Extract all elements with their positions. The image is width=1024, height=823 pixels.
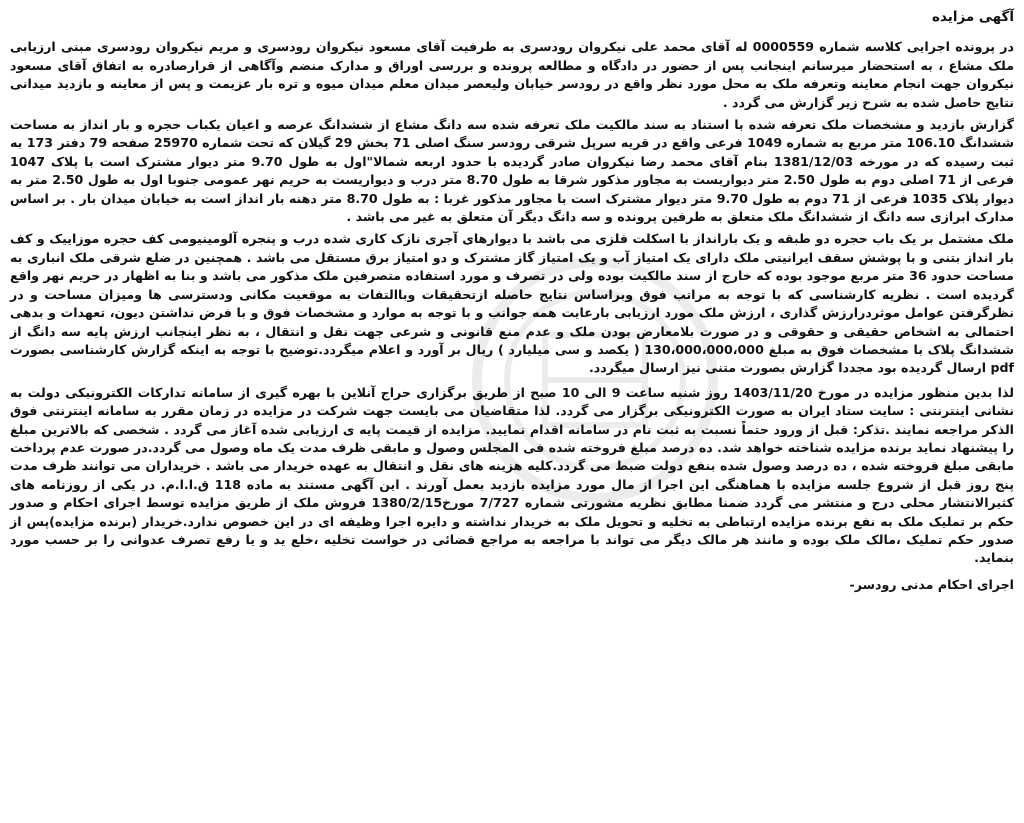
notice-title: آگهی مزایده: [932, 9, 1014, 25]
property-specifications-paragraph: گزارش بازدید و مشخصات ملک تعرفه شده با استناد به سند مالکیت ملک تعرفه شده سه دانگ مشاع از ششدانگ عرصه و اعیان یکباب حجره و بار انداز به مساحت ششدانگ 106.10 متر مربع به شماره 1049 فرعی واقع در قریه سرپل شرقی رودسر سنگ اصلی 71 بخش 29 گیلان که تحت شماره 25970 صفحه 79 دفتر 173 به ثبت رسیده که در مورخه 1381/12/03 بنام آقای محمد رضا نیکروان صادر گردیده با حدود اربعه شمالا"اول به طول 9.70 متر دیوار مشترک است با پلاک 1047 فرعی از 71 اصلی دوم به طول 2.50 متر دیواریست به مجاور مذکور شرقا به طول 8.70 متر درب و دیواریست به حریم نهر عمومی جنوبا اول به طول 2.50 متر به دیوار پلاک 1035 فرعی از 71 دوم به طول 9.70 متر دیوار مشترک است با مجاور مذکور غربا : به طول 8.70 متر دهنه بار انداز است به خیابان میدان بار . بر اساس مدارک ابرازی سه دانگ از ششدانگ ملک متعلق به طرفین پرونده و سه دانگ دیگر آن متعلق به غیر می باشد .: [10, 117, 1014, 225]
property-valuation-paragraph: ملک مشتمل بر یک باب حجره دو طبقه و یک بارانداز با اسکلت فلزی می باشد با دیوارهای آجری نازک کاری شده درب و پنجره آلومینیومی کف حجره موزاییک و کف بار انداز بتنی و با پوشش سقف ایرانیتی ملک دارای یک امتیاز آب و یک امتیاز گاز مشترک و دو امتیاز برق مستقل می باشد . همچنین در ضلع شرقی ملک انباری به مساحت حدود 36 متر مربع موجود بوده که خارج از سند مالکیت بوده ولی در تصرف و مورد استفاده متصرفین ملک مذکور می باشد و بنا به اظهار در حریم نهر واقع گردیده است . نظریه کارشناسی که با توجه به مراتب فوق وبراساس نتایج حاصله ازتحقیقات وباالتفات به موقعیت مکانی ودسترسی ها ومیزان مساحت و در نظرگرفتن عوامل موثردرارزش گذاری ، ارزش ملک مورد ارزیابی بارعایت همه جوانب و با توجه به موارد و مشخصات فوق و با فرض نداشتن دیون، تعهدات و بدهی احتمالی به اشخاص حقیقی و حقوقی و در صورت بلامعارض بودن ملک و عدم منع قانونی و شرعی جهت نقل و انتقال ، به نظر اینجانب ارزش پایه سه دانگ از ششدانگ پلاک با مشخصات فوق به مبلغ 130،000،000،000 ( یکصد و سی میلیارد ) ریال بر آورد و اعلام میگردد.توضیح با توجه به اینکه گزارش کارشناسی بصورت pdf ارسال گردیده بود مجددا گزارش بصورت متنی نیز ارسال میگردد.: [10, 231, 1014, 376]
issuer-signature: اجرای احکام مدنی رودسر-: [849, 576, 1014, 592]
intro-paragraph: در پرونده اجرایی کلاسه شماره 0000559 له آقای محمد علی نیکروان رودسری به طرفیت آقای مسعود نیکروان رودسری و مریم نیکروان رودسری مبنی ارزیابی ملک مشاع ، به استحضار میرسانم اینجانب پس از حضور در دادگاه و مطالعه پرونده و بررسی اوراق و مدارک منضم وآگاهی از قرارصادره به اتفاق آقای مسعود نیکروان جهت انجام معاینه وتعرفه ملک به محل مورد نظر واقع در رودسر خیابان ولیعصر میدان معلم میدان میوه و تره بار عزیمت و پس از معاینه و بازدید میدانی نتایج حاصل شده به شرح زیر گزارش می گردد .: [10, 39, 1014, 110]
auction-terms-paragraph: لذا بدین منظور مزایده در مورخ 1403/11/20 روز شنبه ساعت 9 الی 10 صبح از طریق برگزاری حراج آنلاین با بهره گیری از سامانه تدارکات الکترونیکی دولت به نشانی اینترنتی : سایت ستاد ایران به صورت الکترونیکی برگزار می گردد. لذا متقاضیان می بایست جهت شرکت در مزایده در زمان مقرر به سامانه اینترنتی فوق الذکر مراجعه نمایند .تذکر: قبل از ورود حتماً نسبت به ثبت نام در سامانه اقدام نمایید. مزایده از قیمت پایه ی ارزیابی شده آغاز می گردد . شخصی که بالاترین مبلغ را پیشنهاد نماید برنده مزایده شناخته خواهد شد. ده درصد مبلغ فروخته شده فی المجلس وصول و مابقی ظرف مدت یک ماه وصول می گردد.در صورت عدم پرداخت مابقی مبلغ فروخته شده ، ده درصد وصول شده بنفع دولت ضبط می گردد.کلیه هزینه های نقل و انتقال به عهده خریدار می باشد . خریداران می توانند ظرف مدت پنج روز قبل از شروع جلسه مزایده با هماهنگی این اجرا از مال مورد مزایده بازدید بعمل آورند . این آگهی مستند به ماده 118 ق.ا.ا.م. در یکی از روزنامه های کثیرالانتشار محلی درج و منتشر می گردد ضمنا مطابق نظریه مشورتی شماره 7/727 مورخ1380/2/15 فروش ملک از طریق مزایده توسط اجرای احکام و صدور حکم بر تملیک ملک به نفع برنده مزایده ارتباطی به تخلیه و تحویل ملک به خریدار نداشته و دایره اجرا وظیفه ای در این خصوص ندارد.خریدار (برنده مزایده)پس از صدور حکم تملیک ،مالک ملک بوده و مانند هر مالک دیگر می تواند با مراجعه به مراجع قضائی در خواست تخلیه ،خلع ید و یا رفع تصرف عدوانی را بر حسب مورد بنماید.: [10, 384, 1014, 566]
